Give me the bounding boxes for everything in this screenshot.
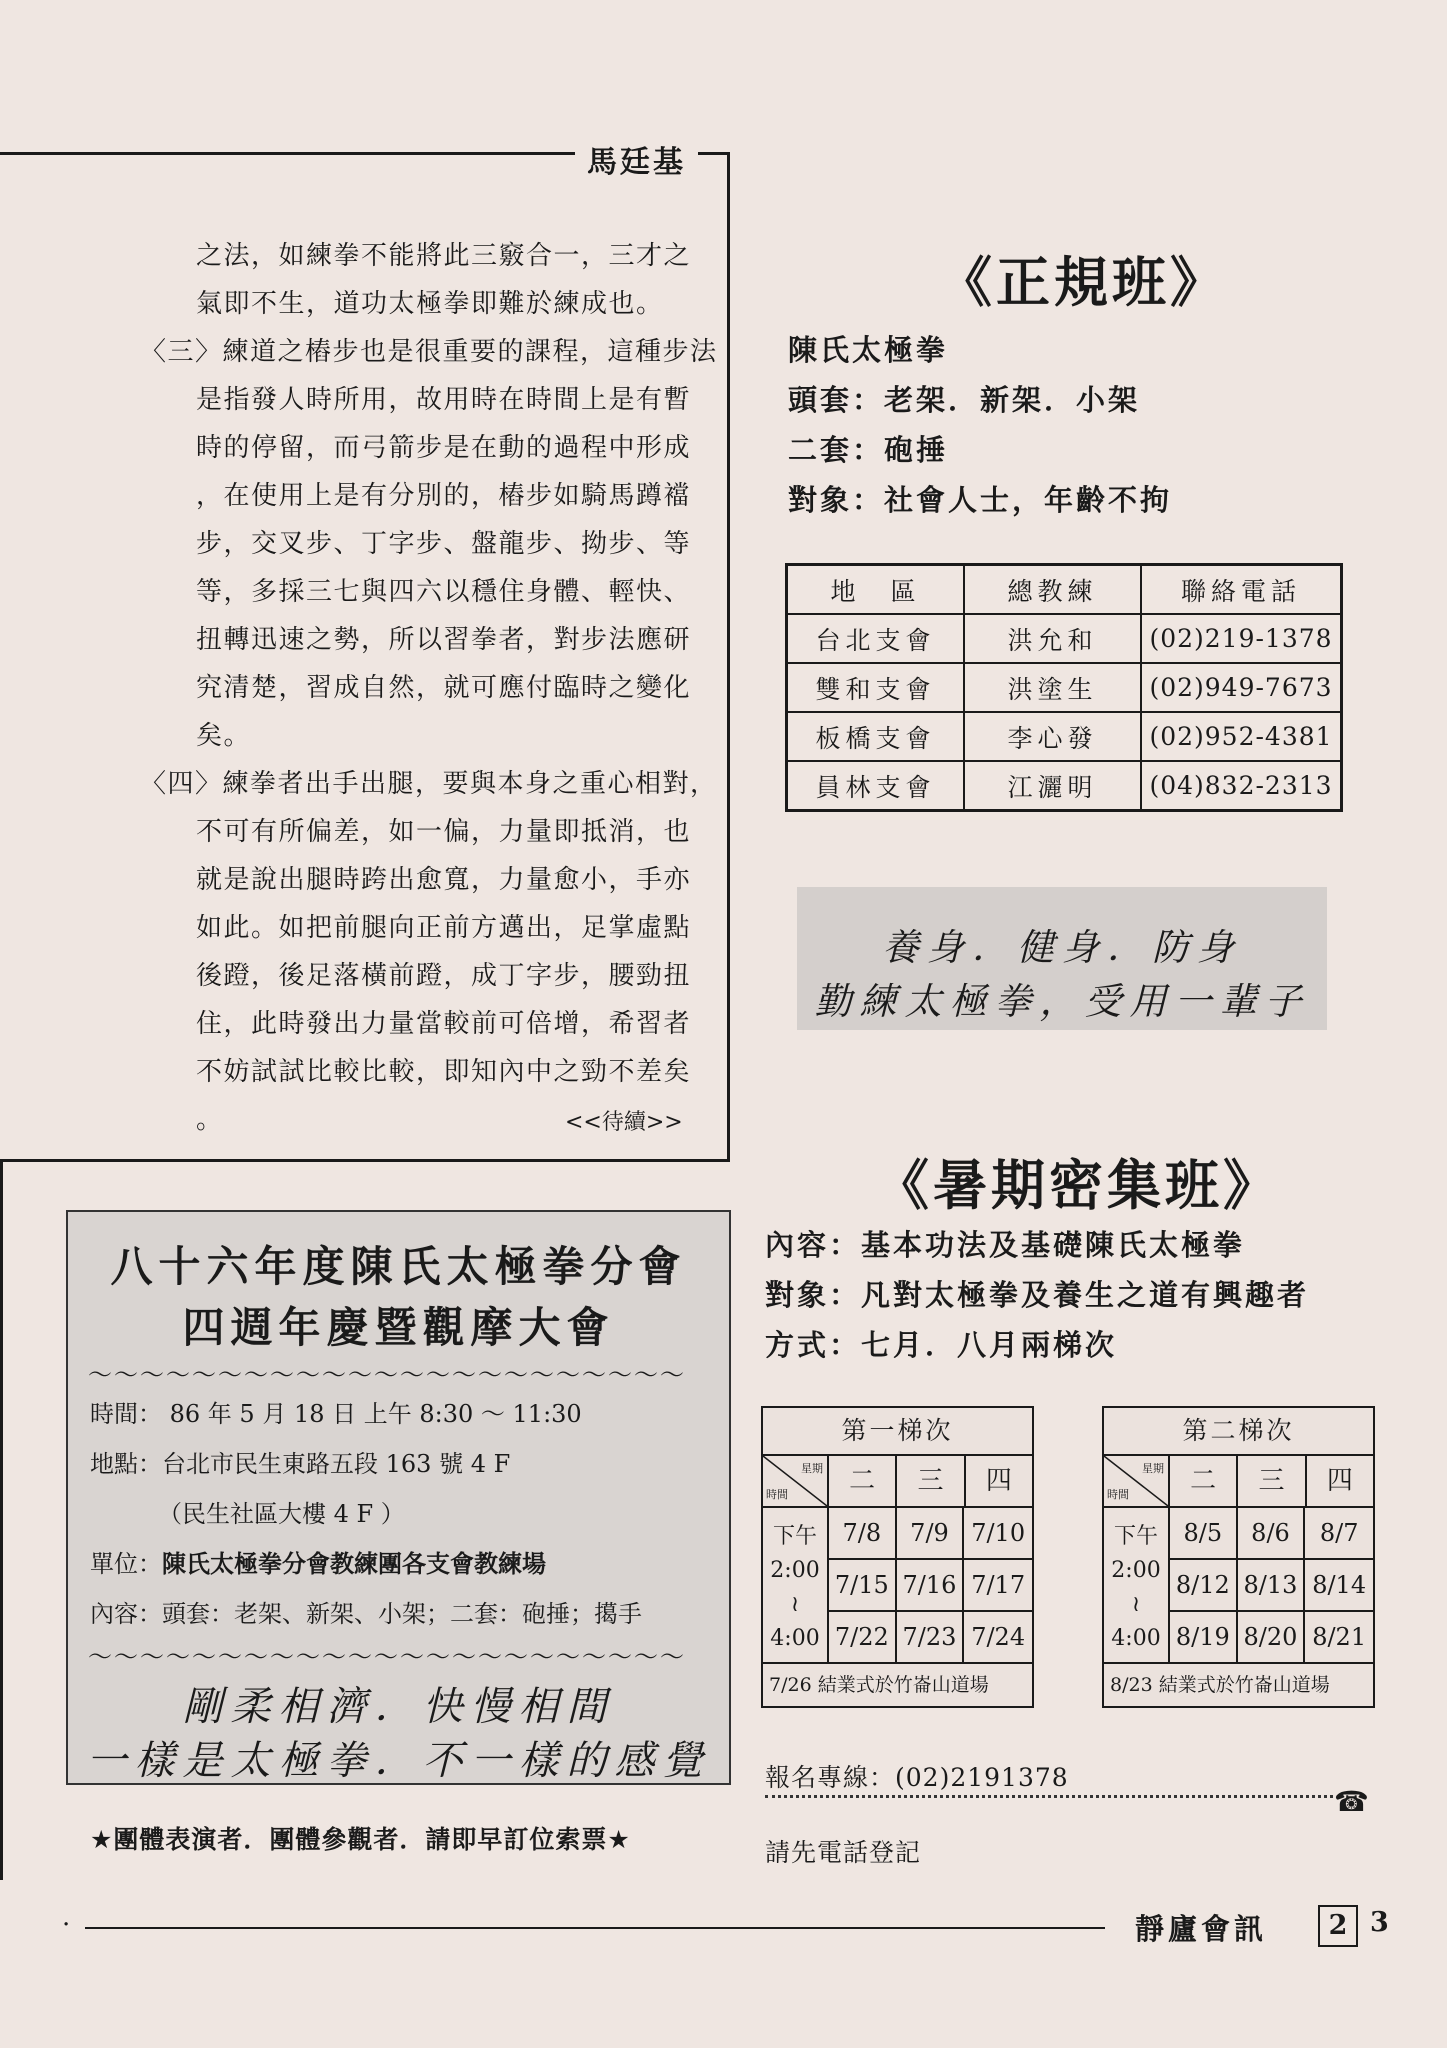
date-cell: 8/20 [1238, 1612, 1306, 1662]
day-wed: 三 [897, 1456, 965, 1506]
event-place: 地點：台北市民生東路五段 163 號 4 F [90, 1450, 511, 1478]
table-header-row [787, 565, 1342, 615]
cell-coach: 洪塗生 [964, 663, 1141, 712]
table-row [787, 712, 1342, 761]
cell-phone: (02)952-4381 [1141, 712, 1342, 761]
wave-divider: ～～～～～～～～～～～～～～～～～～～～～～～ [88, 1643, 686, 1671]
text-line: 究清楚，習成自然，就可應付臨時之變化 [196, 673, 692, 703]
cell-coach: 李心發 [964, 712, 1141, 761]
date-cell: 7/17 [964, 1560, 1032, 1612]
date-cell: 7/22 [829, 1612, 897, 1662]
text-line: 〈三〉練道之樁步也是很重要的課程，這種步法 [140, 337, 718, 367]
schedule-header [763, 1456, 1032, 1508]
dotted-divider [765, 1795, 1340, 1798]
event-slogan-1: 剛柔相濟．快慢相間 [182, 1684, 615, 1730]
text-line: 就是說出腿時跨出愈寬，力量愈小，手亦 [196, 865, 692, 895]
summer-content: 內容：基本功法及基礎陳氏太極拳 [765, 1228, 1246, 1262]
schedule-body [763, 1508, 1032, 1664]
date-cell: 8/7 [1305, 1508, 1373, 1560]
date-cell: 8/6 [1238, 1508, 1306, 1560]
to-be-continued: <<待續>> [565, 1110, 683, 1135]
motto-line-2: 勤練太極拳，受用一輩子 [814, 980, 1310, 1023]
corner-time-label: 時間 [766, 1488, 788, 1501]
day-thu: 四 [985, 1466, 1012, 1496]
unit-value: 陳氏太極拳分會教練團各支會教練場 [162, 1550, 546, 1578]
regular-line-target: 對象：社會人士，年齡不拘 [788, 483, 1173, 517]
time-separator: ≀ [790, 1592, 800, 1617]
text-line: 是指發人時所用，故用時在時間上是有暫 [196, 385, 692, 415]
batch-title: 第一梯次 [763, 1408, 1032, 1456]
text-line: 之法，如練拳不能將此三竅合一，三才之 [196, 241, 692, 271]
regular-line-set1: 頭套：老架．新架．小架 [788, 383, 1141, 417]
event-content: 內容：頭套：老架、新架、小架；二套：砲捶；擖手 [90, 1600, 642, 1628]
date-cell: 7/16 [897, 1560, 965, 1612]
unit-label: 單位： [90, 1550, 162, 1578]
text-line: 不可有所偏差，如一偏，力量即抵消，也 [196, 817, 692, 847]
text-line: 如此。如把前腿向正前方邁出，足掌虛點 [196, 913, 692, 943]
branch-contact-table [785, 563, 1343, 812]
day-wed: 三 [1238, 1456, 1306, 1506]
motto-box [797, 887, 1327, 1030]
time-column [763, 1508, 829, 1662]
corner-cell [763, 1456, 829, 1506]
date-cell: 8/5 [1170, 1508, 1238, 1560]
text-line: 住，此時發出力量當較前可倍增，希習者 [196, 1009, 692, 1039]
schedule-batch-1 [761, 1406, 1034, 1708]
date-cell: 7/9 [897, 1508, 965, 1560]
header-coach: 總教練 [964, 565, 1141, 615]
event-slogan-2: 一樣是太極拳．不一樣的感覺 [86, 1738, 711, 1784]
date-cell: 8/13 [1238, 1560, 1306, 1612]
event-place-note: （民生社區大樓 4 F ） [158, 1500, 405, 1528]
motto-line-1: 養身．健身．防身 [882, 926, 1242, 969]
time-start: 2:00 [770, 1558, 820, 1583]
cell-branch: 員林支會 [787, 761, 965, 811]
text-line: 。 [196, 1105, 224, 1135]
text-line: 矣。 [196, 721, 252, 751]
text-line: 後蹬，後足落橫前蹬，成丁字步，腰勁扭 [196, 961, 692, 991]
cell-coach: 洪允和 [964, 614, 1141, 663]
date-cell: 8/14 [1305, 1560, 1373, 1612]
cell-branch: 雙和支會 [787, 663, 965, 712]
date-cell: 8/19 [1170, 1612, 1238, 1662]
regular-class-heading: 《正規班》 [938, 251, 1228, 314]
text-line: 時的停留，而弓箭步是在動的過程中形成 [196, 433, 692, 463]
date-grid [1170, 1508, 1373, 1662]
date-cell: 7/23 [897, 1612, 965, 1662]
corner-weekday-label: 星期 [801, 1462, 823, 1475]
issue-number-box: 2 [1318, 1905, 1358, 1947]
time-afternoon: 下午 [772, 1524, 817, 1549]
date-cell: 7/8 [829, 1508, 897, 1560]
header-phone: 聯絡電話 [1141, 565, 1342, 615]
summer-method: 方式：七月．八月兩梯次 [765, 1328, 1118, 1362]
text-line: 不妨試試比較比較，即知內中之勁不差矣 [196, 1057, 692, 1087]
article-paragraph-3 [140, 328, 718, 760]
time-separator: ≀ [1131, 1592, 1141, 1617]
text-line: 等，多採三七與四六以穩住身體、輕快、 [196, 577, 692, 607]
text-line: ，在使用上是有分別的，樁步如騎馬蹲襠 [196, 481, 692, 511]
regular-line-style: 陳氏太極拳 [788, 333, 949, 367]
telephone-icon: ☎ [1334, 1785, 1369, 1818]
article-paragraph-1 [196, 232, 691, 328]
table-row [787, 663, 1342, 712]
time-afternoon: 下午 [1113, 1524, 1158, 1549]
cell-branch: 台北支會 [787, 614, 965, 663]
page-number: 3 [1370, 1907, 1389, 1938]
day-tue: 二 [829, 1456, 897, 1506]
time-end: 4:00 [1111, 1626, 1161, 1651]
text-line: 扭轉迅速之勢，所以習拳者，對步法應研 [196, 625, 692, 655]
corner-cell [1104, 1456, 1170, 1506]
cell-phone: (02)949-7673 [1141, 663, 1342, 712]
left-frame-rule [0, 1160, 15, 1880]
table-row [787, 761, 1342, 811]
date-cell: 7/24 [971, 1623, 1026, 1651]
wave-divider: ～～～～～～～～～～～～～～～～～～～～～～～ [88, 1361, 686, 1389]
date-cell: 8/12 [1170, 1560, 1238, 1612]
date-cell: 7/10 [964, 1508, 1032, 1560]
article-author: 馬廷基 [575, 137, 698, 181]
cell-phone: (02)219-1378 [1141, 614, 1342, 663]
day-thu: 四 [1326, 1466, 1353, 1496]
batch-footer: 7/26 結業式於竹崙山道場 [769, 1674, 989, 1696]
register-note: 請先電話登記 [765, 1838, 922, 1867]
event-time: 時間： 86 年 5 月 18 日 上午 8:30 ～ 11:30 [90, 1400, 582, 1428]
header-region: 地 區 [787, 565, 965, 615]
ticket-notice: ★團體表演者．團體參觀者．請即早訂位索票★ [90, 1825, 631, 1854]
batch-footer: 8/23 結業式於竹崙山道場 [1110, 1674, 1330, 1696]
time-end: 4:00 [770, 1626, 820, 1651]
text-line: 步，交叉步、丁字步、盤龍步、拗步、等 [196, 529, 692, 559]
day-tue: 二 [1170, 1456, 1238, 1506]
batch-title: 第二梯次 [1104, 1408, 1373, 1456]
summer-class-heading: 《暑期密集班》 [875, 1154, 1281, 1217]
bullet-dot-icon: · [62, 1910, 71, 1940]
article-paragraph-4 [140, 760, 718, 1144]
event-unit [90, 1544, 546, 1579]
magazine-name: 靜廬會訊 [1135, 1912, 1268, 1946]
date-cell: 8/21 [1312, 1623, 1367, 1651]
corner-time-label: 時間 [1107, 1488, 1129, 1501]
schedule-body [1104, 1508, 1373, 1664]
cell-coach: 江灑明 [964, 761, 1141, 811]
time-start: 2:00 [1111, 1558, 1161, 1583]
time-column [1104, 1508, 1170, 1662]
signup-hotline: 報名專線：(02)2191378 [765, 1763, 1069, 1792]
cell-branch: 板橋支會 [787, 712, 965, 761]
cell-phone: (04)832-2313 [1141, 761, 1342, 811]
event-subtitle: 四週年慶暨觀摩大會 [182, 1303, 615, 1352]
table-row [787, 614, 1342, 663]
event-announcement-box [66, 1210, 731, 1785]
schedule-batch-2 [1102, 1406, 1375, 1708]
regular-line-set2: 二套：砲捶 [788, 433, 949, 467]
text-line: 氣即不生，道功太極拳即難於練成也。 [196, 289, 664, 319]
corner-weekday-label: 星期 [1142, 1462, 1164, 1475]
schedule-header [1104, 1456, 1373, 1508]
event-title: 八十六年度陳氏太極拳分會 [110, 1242, 687, 1291]
footer-rule [85, 1927, 1105, 1929]
date-cell: 7/15 [829, 1560, 897, 1612]
text-line: 〈四〉練拳者出手出腿，要與本身之重心相對， [140, 769, 718, 799]
summer-target: 對象：凡對太極拳及養生之道有興趣者 [765, 1278, 1310, 1312]
date-grid [829, 1508, 1032, 1662]
